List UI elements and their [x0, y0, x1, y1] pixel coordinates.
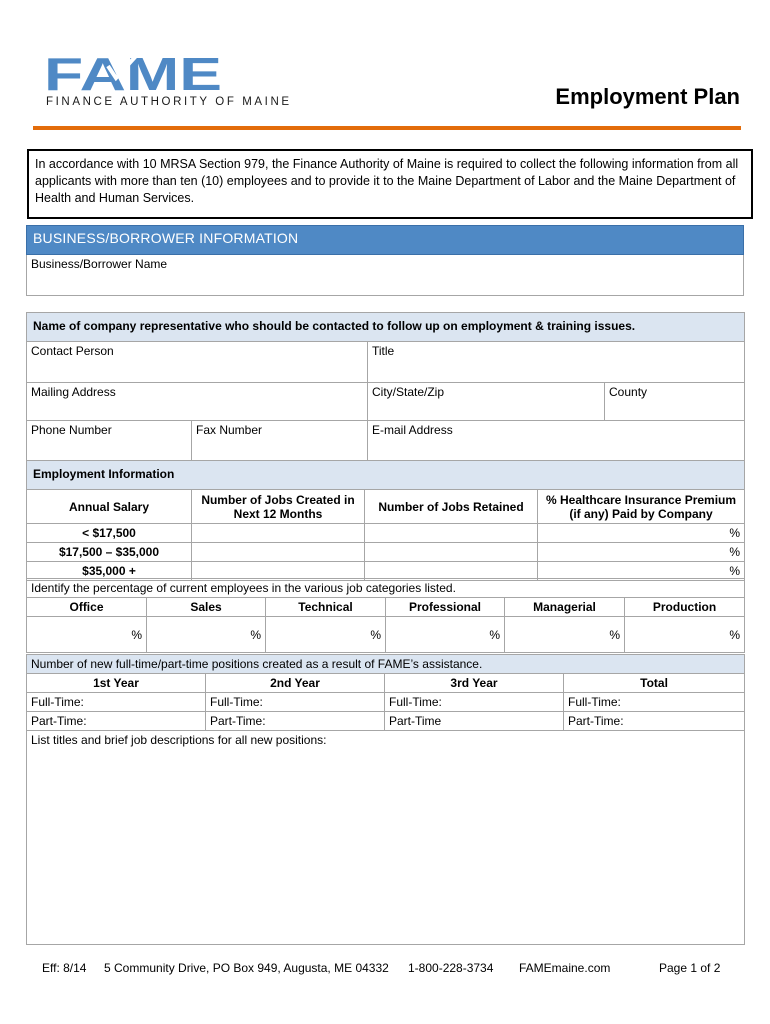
phone-label: Phone Number	[31, 423, 112, 437]
footer-website: FAMEmaine.com	[519, 961, 611, 975]
header-annual-salary: Annual Salary	[27, 490, 192, 524]
fulltime-label: Full-Time:	[389, 695, 442, 709]
parttime-label: Part-Time:	[210, 714, 266, 728]
job-descriptions-label: List titles and brief job descriptions for all new positions:	[31, 733, 327, 747]
business-name-label: Business/Borrower Name	[31, 257, 168, 271]
pct-label: %	[250, 627, 261, 642]
footer-phone: 1-800-228-3734	[408, 961, 494, 975]
contact-section	[26, 312, 745, 461]
managerial-pct-input[interactable]	[505, 617, 625, 653]
header-sales: Sales	[147, 598, 266, 617]
contact-person-field[interactable]	[27, 342, 368, 383]
business-name-field[interactable]	[27, 255, 744, 296]
footer-effective-date: Eff: 8/14	[42, 961, 87, 975]
header-technical: Technical	[266, 598, 386, 617]
pct-label: %	[131, 627, 142, 642]
title-label: Title	[372, 344, 395, 358]
categories-note: Identify the percentage of current employees in the various job categories listed.	[27, 579, 745, 598]
header-production: Production	[625, 598, 745, 617]
sales-pct-input[interactable]	[147, 617, 266, 653]
email-label: E-mail Address	[372, 423, 453, 437]
phone-field[interactable]	[27, 421, 192, 461]
header-jobs-retained: Number of Jobs Retained	[365, 490, 538, 524]
salary-label: < $17,500	[27, 524, 192, 543]
header-year-2: 2nd Year	[206, 674, 385, 693]
fax-label: Fax Number	[196, 423, 263, 437]
intro-notice: In accordance with 10 MRSA Section 979, the Finance Authority of Maine is required to collect the following information from all applicants with more than ten (10) employees and to provide it to the Maine Department of Labor and the Maine Department of Health and Human Services.	[27, 149, 753, 219]
contact-person-label: Contact Person	[31, 344, 114, 358]
jobs-created-input[interactable]	[192, 524, 365, 543]
pct-label: %	[609, 627, 620, 642]
premium-input[interactable]	[538, 524, 745, 543]
total-parttime-field[interactable]	[564, 712, 745, 731]
parttime-label: Part-Time:	[31, 714, 87, 728]
production-pct-input[interactable]	[625, 617, 745, 653]
year2-fulltime-field[interactable]	[206, 693, 385, 712]
fulltime-label: Full-Time:	[31, 695, 84, 709]
pct-label: %	[370, 627, 381, 642]
parttime-label: Part-Time	[389, 714, 442, 728]
employment-heading: Employment Information	[27, 461, 745, 490]
year1-parttime-field[interactable]	[27, 712, 206, 731]
header-office: Office	[27, 598, 147, 617]
year1-fulltime-field[interactable]	[27, 693, 206, 712]
categories-section	[26, 578, 745, 653]
city-state-zip-label: City/State/Zip	[372, 385, 445, 399]
professional-pct-input[interactable]	[386, 617, 505, 653]
fulltime-label: Full-Time:	[210, 695, 263, 709]
jobs-created-input[interactable]	[192, 543, 365, 562]
header-total: Total	[564, 674, 745, 693]
jobs-retained-input[interactable]	[365, 524, 538, 543]
pct-label: %	[729, 564, 741, 578]
logo-word: FAME	[44, 52, 222, 94]
business-section	[26, 225, 744, 296]
pct-label: %	[489, 627, 500, 642]
positions-section	[26, 654, 745, 945]
footer-address: 5 Community Drive, PO Box 949, Augusta, ME 04332	[104, 961, 389, 975]
logo-subtitle: FINANCE AUTHORITY OF MAINE	[46, 96, 292, 108]
pct-label: %	[729, 526, 741, 540]
footer-page-number: Page 1 of 2	[659, 961, 721, 975]
title-field[interactable]	[368, 342, 745, 383]
salary-label: $17,500 – $35,000	[27, 543, 192, 562]
fame-logo	[44, 52, 224, 94]
jobs-retained-input[interactable]	[365, 543, 538, 562]
header-managerial: Managerial	[505, 598, 625, 617]
salary-label: $35,000 +	[27, 562, 192, 581]
job-descriptions-field[interactable]	[27, 731, 745, 945]
county-label: County	[609, 385, 648, 399]
total-fulltime-field[interactable]	[564, 693, 745, 712]
fulltime-label: Full-Time:	[568, 695, 621, 709]
header-healthcare-premium: % Healthcare Insurance Premium (if any) Paid by Company	[538, 490, 745, 524]
city-state-zip-field[interactable]	[368, 383, 605, 421]
office-pct-input[interactable]	[27, 617, 147, 653]
premium-input[interactable]	[538, 543, 745, 562]
contact-heading: Name of company representative who should be contacted to follow up on employment & training issues.	[27, 313, 745, 342]
employment-section	[26, 460, 745, 581]
header-year-1: 1st Year	[27, 674, 206, 693]
email-field[interactable]	[368, 421, 745, 461]
header-year-3: 3rd Year	[385, 674, 564, 693]
year2-parttime-field[interactable]	[206, 712, 385, 731]
header-jobs-created: Number of Jobs Created in Next 12 Months	[192, 490, 365, 524]
mailing-address-label: Mailing Address	[31, 385, 116, 399]
pct-label: %	[729, 627, 741, 642]
year3-parttime-field[interactable]	[385, 712, 564, 731]
county-field[interactable]	[605, 383, 745, 421]
year3-fulltime-field[interactable]	[385, 693, 564, 712]
page-title: Employment Plan	[555, 84, 740, 109]
fax-field[interactable]	[192, 421, 368, 461]
header-professional: Professional	[386, 598, 505, 617]
technical-pct-input[interactable]	[266, 617, 386, 653]
mailing-address-field[interactable]	[27, 383, 368, 421]
pct-label: %	[729, 545, 741, 559]
positions-note: Number of new full-time/part-time positions created as a result of FAME’s assistance.	[27, 655, 745, 674]
parttime-label: Part-Time:	[568, 714, 624, 728]
business-band: BUSINESS/BORROWER INFORMATION	[27, 226, 744, 255]
orange-divider	[33, 126, 741, 130]
